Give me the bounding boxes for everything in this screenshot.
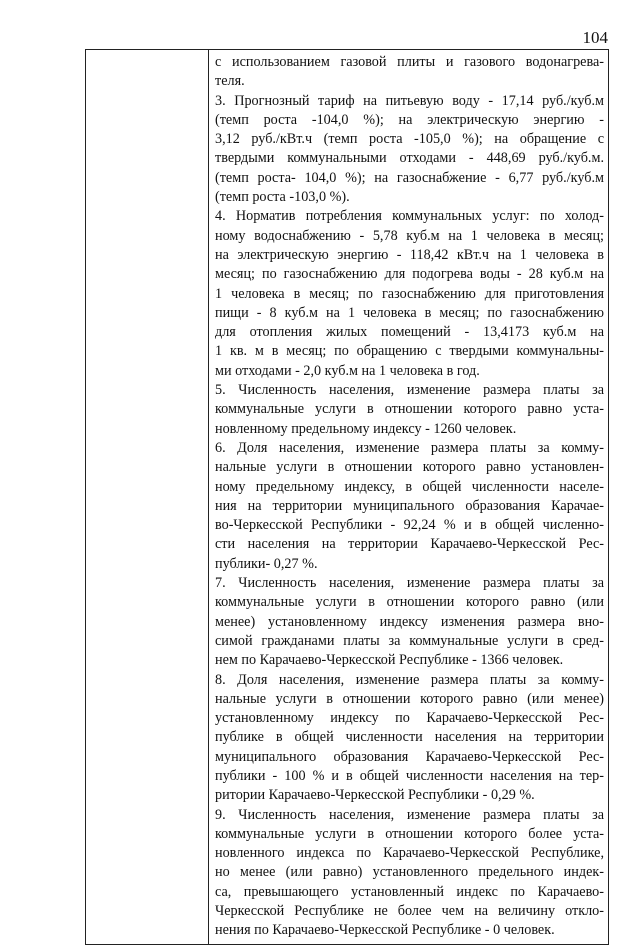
text-line: 1 человека в месяц; по газоснабжению для приготовления (215, 285, 604, 302)
text-line: установленному индексу по Карачаево-Черкесской Рес- (215, 710, 604, 727)
text-line: 3. Прогнозный тариф на питьевую воду - 17,14 руб./куб.м (215, 92, 604, 109)
text-line: публики - 100 % и в общей численности населения на тер- (215, 767, 604, 784)
text-line: месяц; по газоснабжению для подогрева воды - 28 куб.м на (215, 266, 604, 283)
text-line: 9. Численность населения, изменение размера платы за (215, 806, 604, 823)
text-body (215, 53, 604, 941)
text-line: 6. Доля населения, изменение размера платы за комму- (215, 439, 604, 456)
text-line: 4. Норматив потребления коммунальных услуг: по холод- (215, 208, 604, 225)
text-line: публики- 0,27 %. (215, 555, 318, 572)
text-line: менее) установленному индексу изменения размера вно- (215, 613, 604, 630)
text-line: на электрическую энергию - 118,42 кВт.ч на 1 человека в (215, 246, 604, 263)
table-cell-left-empty (86, 50, 209, 945)
text-line: коммунальные услуги в отношении которого равно уста- (215, 401, 604, 418)
text-line: но менее (или равно) установленного предельного индек- (215, 864, 604, 881)
text-line: ния на территории муниципального образования Карачае- (215, 497, 604, 514)
document-table (85, 49, 609, 945)
text-line: сти населения на территории Карачаево-Черкесской Рес- (215, 536, 604, 553)
text-line: твердыми коммунальными отходами - 448,69 руб./куб.м. (215, 150, 604, 167)
text-line: теля. (215, 73, 245, 90)
text-line: 3,12 руб./кВт.ч (темп роста -105,0 %); на обращение с (215, 131, 604, 148)
text-line: симой гражданами платы за коммунальные услуги в сред- (215, 632, 604, 649)
text-line: во-Черкесской Республики - 92,24 % и в общей численно- (215, 517, 604, 534)
table-row (86, 50, 609, 945)
text-line: для отопления жилых помещений - 13,4173 куб.м на (215, 324, 604, 341)
text-line: (темп роста -103,0 %). (215, 189, 350, 206)
text-line: новленному предельному индексу - 1260 человек. (215, 420, 517, 437)
text-line: нальные услуги в отношении которого равно установлен- (215, 459, 604, 476)
text-line: 5. Численность населения, изменение размера платы за (215, 382, 604, 399)
text-line: муниципального образования Карачаево-Черкесской Рес- (215, 748, 604, 765)
text-line: нения по Карачаево-Черкесской Республике - 0 человек. (215, 922, 555, 939)
text-line: публике в общей численности населения на территории (215, 729, 604, 746)
text-line: (темп роста -104,0 %); на электрическую энергию - (215, 111, 604, 128)
text-line: нем по Карачаево-Черкесской Республике - 1366 человек. (215, 652, 564, 669)
text-line: 1 кв. м в месяц; по обращению с твердыми коммунальны- (215, 343, 604, 360)
text-line: 8. Доля населения, изменение размера платы за комму- (215, 671, 604, 688)
text-line: ному предельному индексу, в общей численности населе- (215, 478, 604, 495)
text-line: коммунальные услуги в отношении которого равно (или (215, 594, 604, 611)
text-line: ному водоснабжению - 5,78 куб.м на 1 человека в месяц; (215, 227, 604, 244)
text-line: нальные услуги в отношении которого равно (или менее) (215, 690, 604, 707)
text-line: с использованием газовой плиты и газового водонагрева- (215, 54, 604, 70)
table-cell-text (209, 50, 609, 945)
text-line: новленного индекса по Карачаево-Черкесской Республике, (215, 845, 604, 862)
text-line: (темп роста- 104,0 %); на газоснабжение - 6,77 руб./куб.м (215, 169, 604, 186)
text-line: 7. Численность населения, изменение размера платы за (215, 575, 604, 592)
text-line: коммунальные услуги в отношении которого более уста- (215, 825, 604, 842)
text-line: Черкесской Республике не более чем на величину откло- (215, 903, 604, 920)
text-line: ми отходами - 2,0 куб.м на 1 человека в год. (215, 362, 480, 379)
page-number: 104 (582, 28, 608, 47)
text-line: пищи - 8 куб.м на 1 человека в месяц; по газоснабжению (215, 304, 604, 321)
text-line: са, превышающего установленный индекс по Карачаево- (215, 883, 604, 900)
text-line: ритории Карачаево-Черкесской Республики - 0,29 %. (215, 787, 535, 804)
